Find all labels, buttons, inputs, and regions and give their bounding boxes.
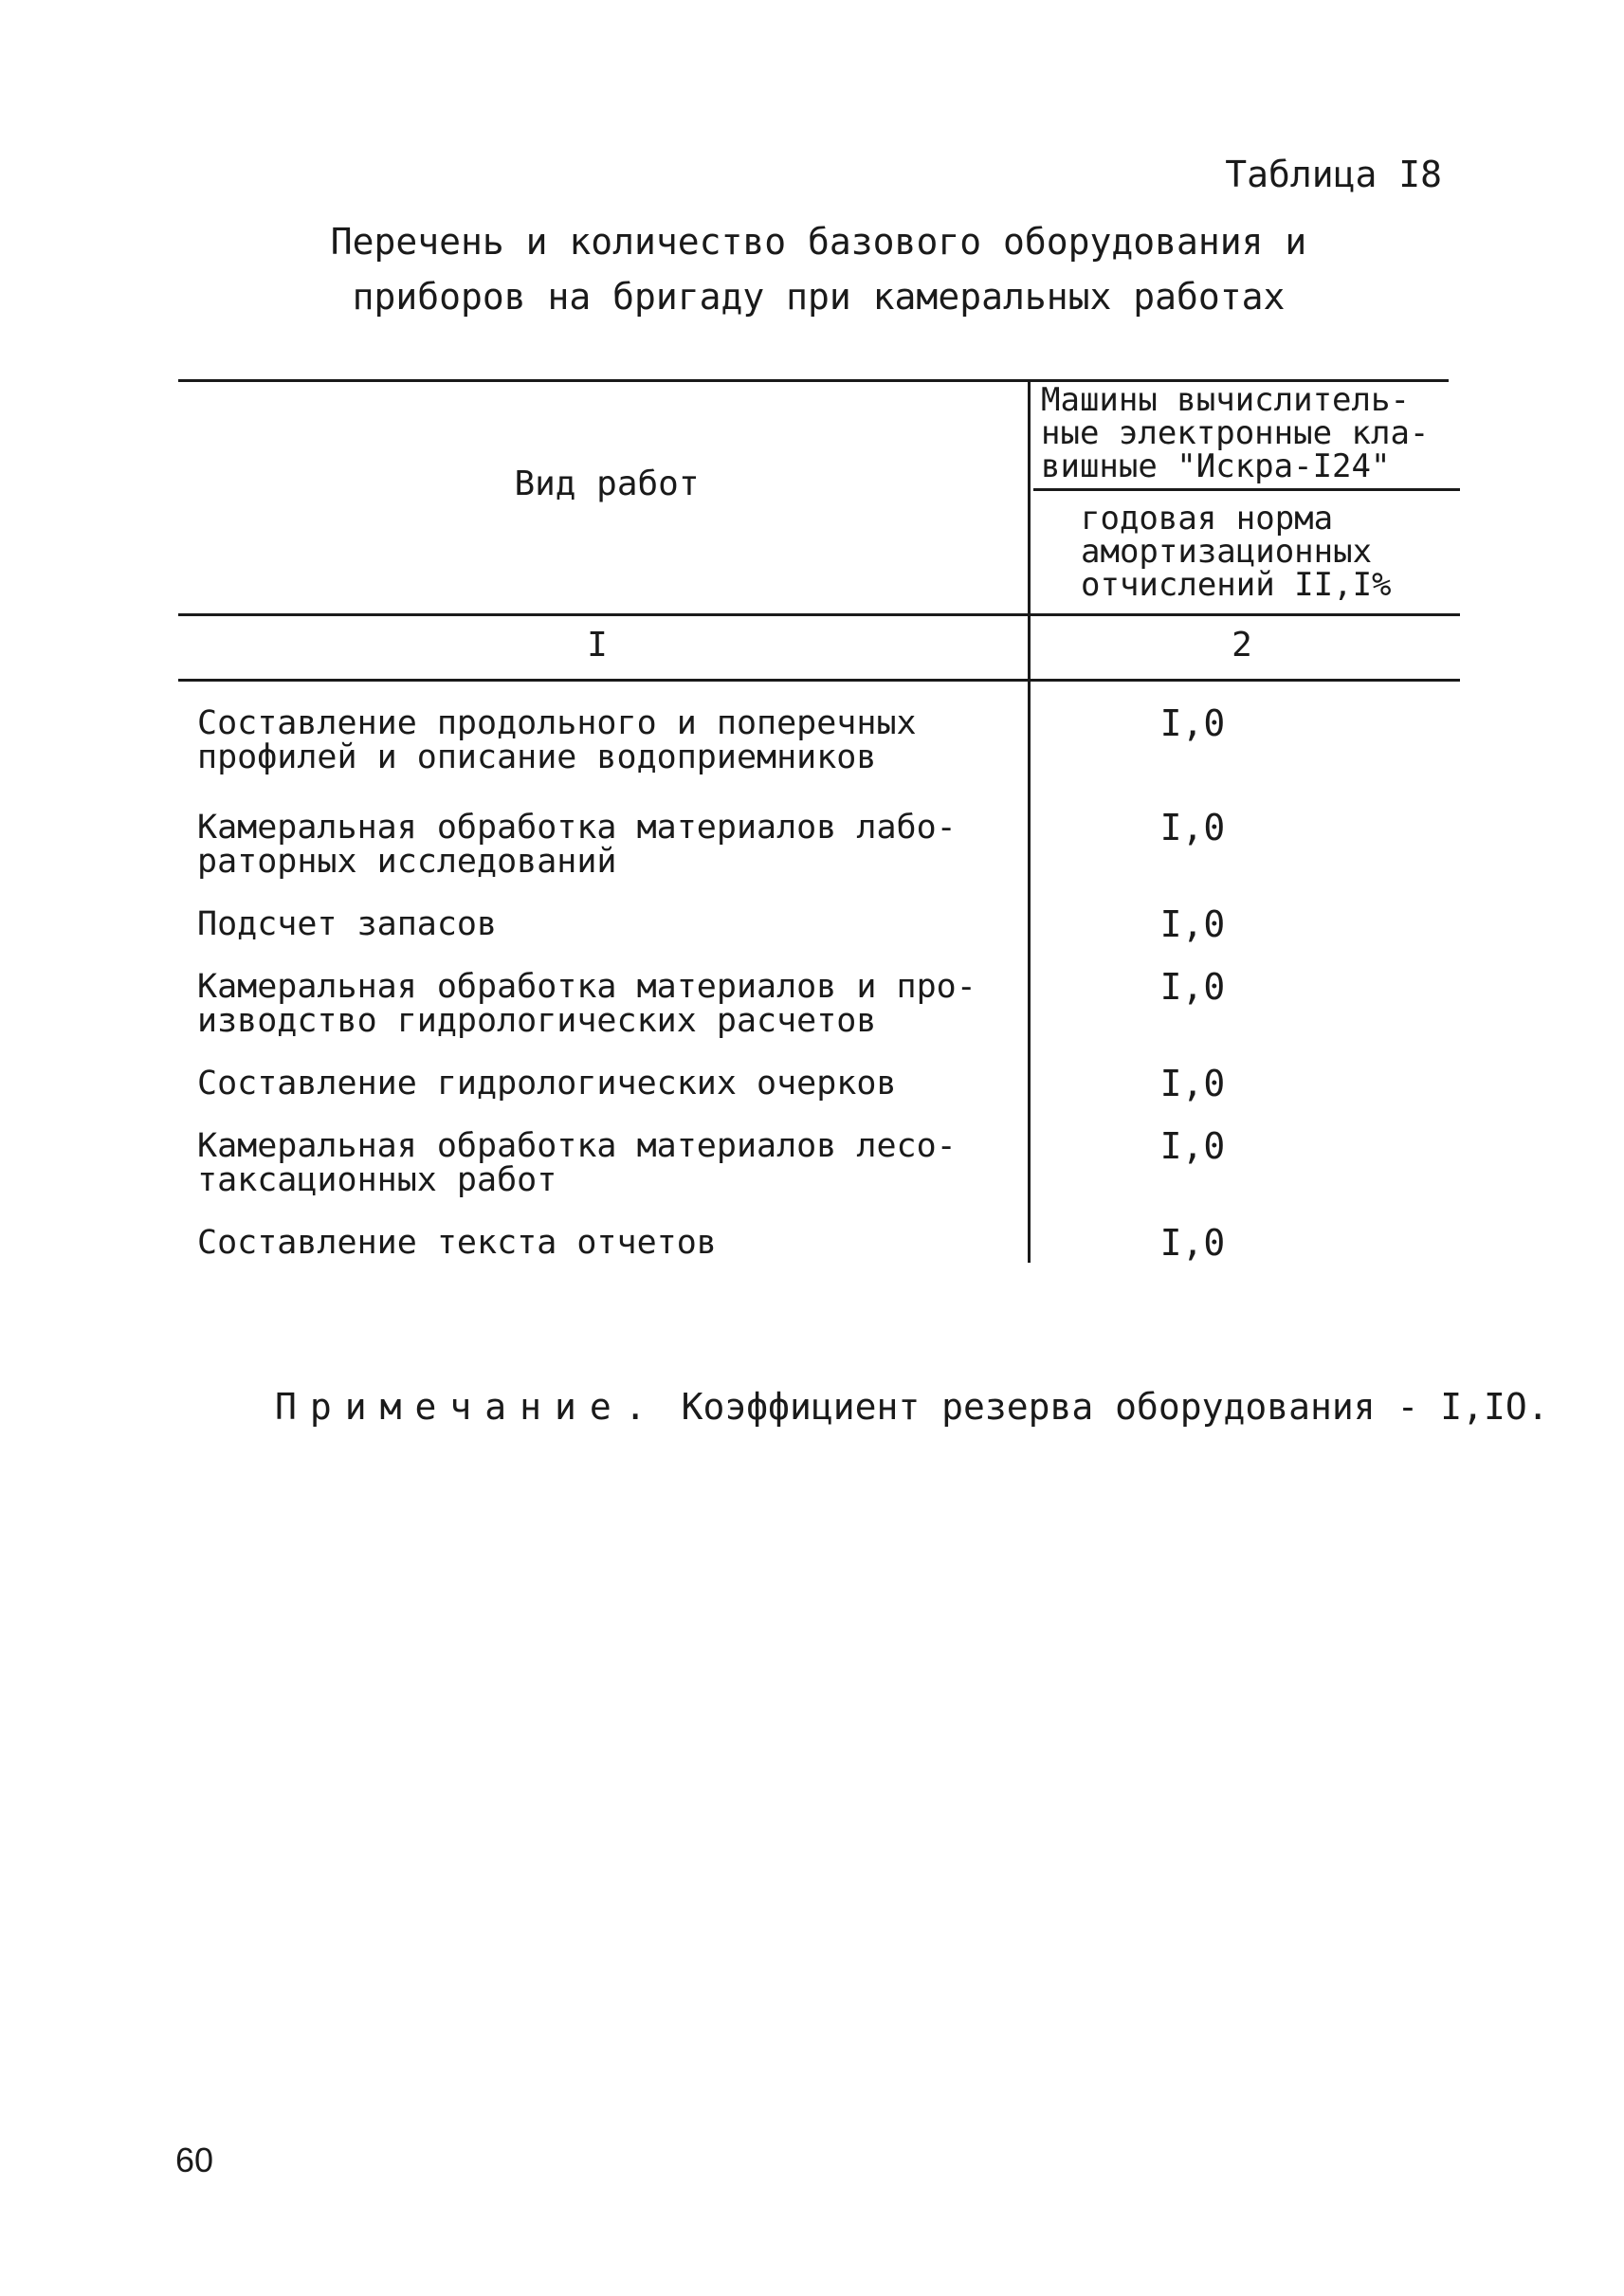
column-number-2: 2 [1232, 626, 1252, 665]
work-type-line: Камеральная обработка материалов лесо- [197, 1127, 957, 1165]
table-row [197, 702, 1458, 776]
note [275, 1386, 1549, 1428]
table-row [197, 903, 1458, 945]
work-type-cell [197, 1226, 1041, 1260]
table-row [197, 1125, 1458, 1199]
title-line-2: приборов на бригаду при камеральных работах [352, 276, 1286, 318]
col2-subheader [1081, 502, 1469, 602]
col2-header [1041, 381, 1458, 485]
value-cell: I,0 [1159, 1063, 1226, 1104]
value-cell: I,0 [1159, 903, 1226, 945]
note-label: Примечание. [275, 1386, 660, 1428]
work-type-line: Подсчет запасов [197, 905, 498, 943]
work-type-cell [197, 706, 1041, 774]
work-type-cell [197, 811, 1041, 879]
work-type-cell [197, 1066, 1041, 1101]
work-type-cell [197, 1129, 1041, 1197]
table-row [197, 807, 1458, 881]
col2-subheader-line: амортизационных [1081, 533, 1373, 571]
col2-subheader-line: отчислений II,I% [1081, 566, 1392, 604]
table-label: Таблица I8 [1225, 154, 1442, 195]
col2-header-line: ные электронные кла- [1041, 414, 1430, 452]
table-row [197, 1063, 1458, 1104]
work-type-line: таксационных работ [197, 1161, 557, 1199]
document-title [0, 214, 1624, 324]
note-text: Коэффициент резерва оборудования - I,IO. [681, 1386, 1549, 1428]
work-type-line: Камеральная обработка материалов лабо- [197, 809, 957, 847]
col2-header-line: вишные "Искра-I24" [1041, 447, 1391, 485]
col1-header: Вид работ [514, 465, 700, 503]
value-cell: I,0 [1159, 702, 1226, 744]
work-type-line: Камеральная обработка материалов и про- [197, 968, 976, 1006]
page-number: 60 [175, 2141, 214, 2179]
col2-subheader-line: годовая норма [1081, 500, 1334, 538]
work-type-line: раторных исследований [197, 843, 617, 881]
value-cell: I,0 [1159, 1125, 1226, 1167]
work-type-line: изводство гидрологических расчетов [197, 1002, 877, 1040]
title-line-1: Перечень и количество базового оборудования и [330, 221, 1307, 263]
column-number-1: I [587, 626, 608, 665]
table-body [197, 702, 1458, 1264]
value-cell: I,0 [1159, 807, 1226, 848]
work-type-line: Составление текста отчетов [197, 1224, 717, 1262]
work-type-cell [197, 970, 1041, 1038]
header-bottom-rule [178, 613, 1460, 616]
work-type-cell [197, 907, 1041, 941]
work-type-line: Составление продольного и поперечных [197, 704, 917, 742]
work-type-line: Составление гидрологических очерков [197, 1065, 897, 1102]
col2-header-divider [1033, 488, 1460, 491]
col2-header-line: Машины вычислитель- [1041, 381, 1410, 419]
table-row [197, 966, 1458, 1040]
value-cell: I,0 [1159, 966, 1226, 1008]
work-type-line: профилей и описание водоприемников [197, 738, 877, 776]
table-row [197, 1222, 1458, 1264]
column-numbers-rule [178, 679, 1460, 682]
value-cell: I,0 [1159, 1222, 1226, 1264]
